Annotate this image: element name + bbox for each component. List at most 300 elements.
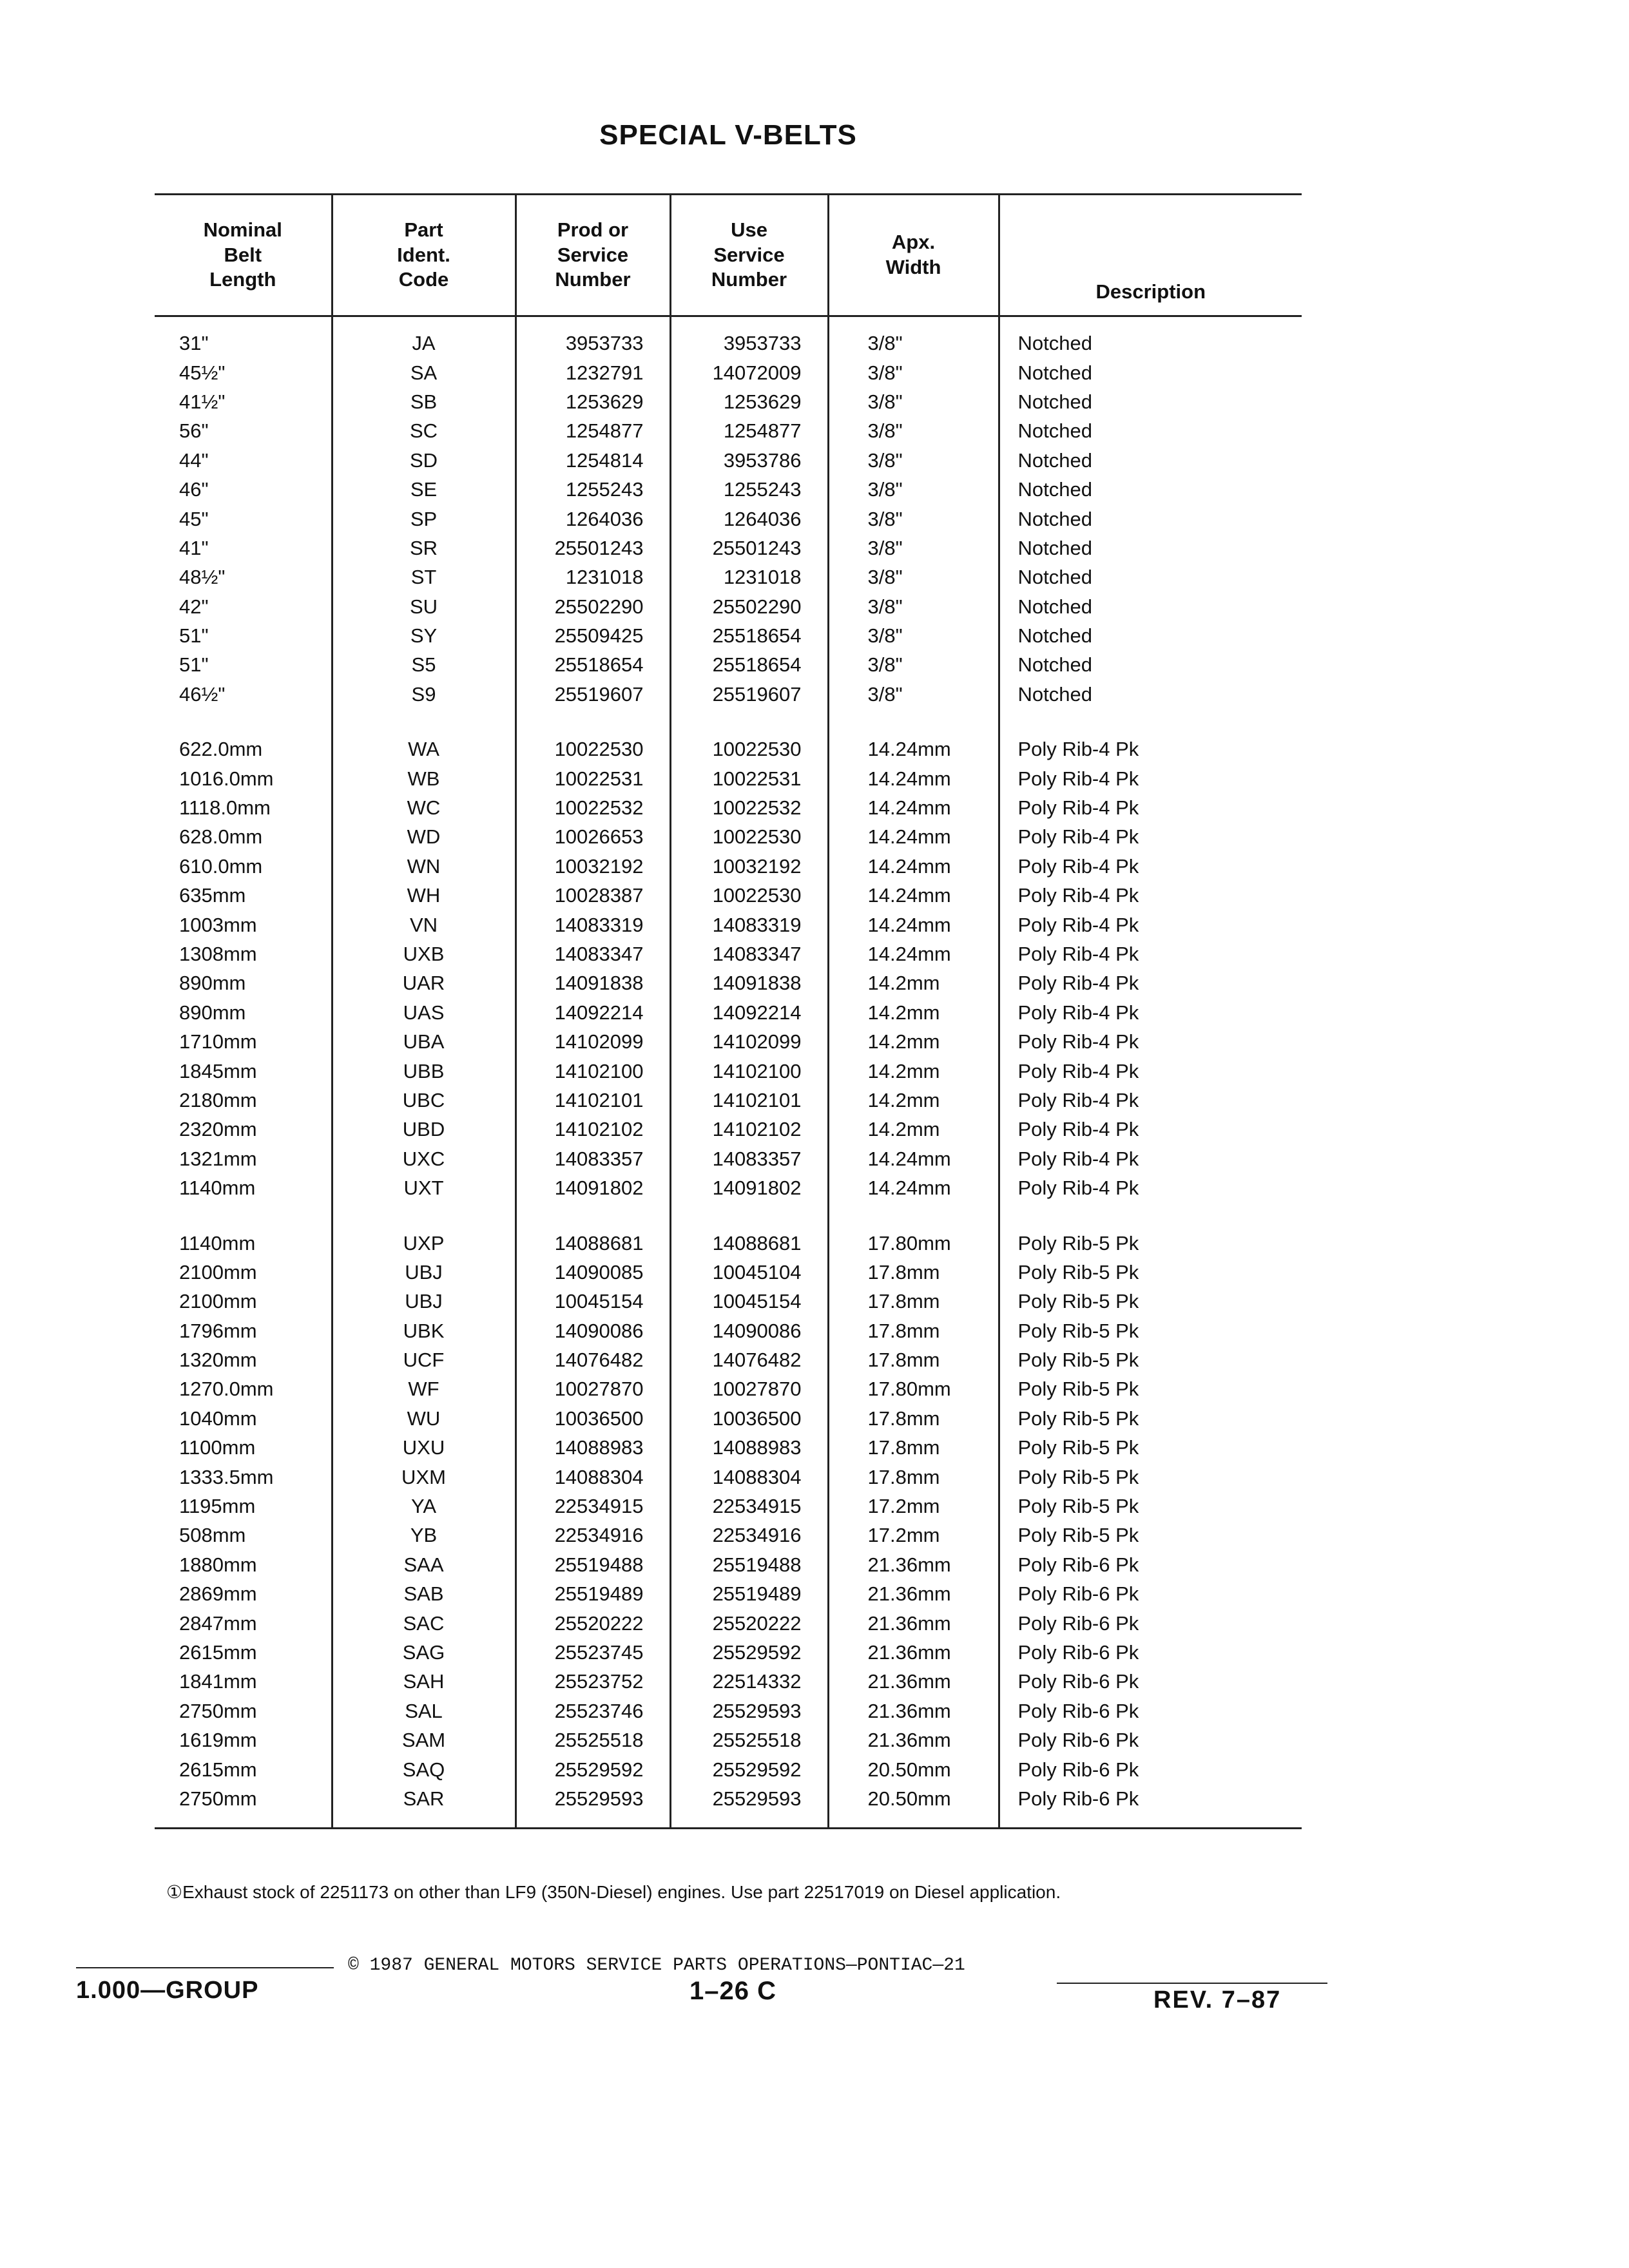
header-line: Nominal	[203, 218, 282, 241]
service-number-cell: 1254877	[670, 416, 828, 445]
table-row	[155, 1173, 1302, 1202]
table-row	[155, 1316, 1302, 1345]
service-number-cell: 25525518	[670, 1725, 828, 1754]
prod-number-cell: 14083319	[516, 910, 670, 939]
header-line: Prod or	[557, 218, 629, 241]
prod-number-cell: 14088983	[516, 1433, 670, 1462]
header-line: Number	[555, 268, 631, 291]
page-number: 1–26 C	[689, 1977, 776, 2005]
prod-number-cell: 10022531	[516, 764, 670, 793]
belt-length-cell: 41½"	[179, 390, 226, 413]
prod-number-cell: 10036500	[516, 1404, 670, 1433]
width-cell: 17.8mm	[828, 1345, 999, 1374]
table-row	[155, 316, 1302, 358]
prod-number-cell: 14102102	[516, 1115, 670, 1144]
description-cell: Poly Rib-5 Pk	[999, 1287, 1302, 1316]
description-cell: Poly Rib-5 Pk	[999, 1316, 1302, 1345]
description-cell: Poly Rib-6 Pk	[999, 1579, 1302, 1608]
description-cell: Notched	[999, 680, 1302, 709]
footer-rule-right	[1057, 1983, 1327, 1984]
prod-number-cell: 25529593	[516, 1784, 670, 1829]
description-cell: Poly Rib-5 Pk	[999, 1521, 1302, 1550]
width-cell: 14.2mm	[828, 998, 999, 1027]
part-code-cell: UBJ	[332, 1258, 516, 1287]
footer-rule-left	[76, 1967, 334, 1968]
description-cell: Poly Rib-4 Pk	[999, 764, 1302, 793]
belt-length-cell: 31"	[179, 332, 209, 355]
width-cell: 3/8"	[828, 562, 999, 591]
belt-length-cell: 51"	[179, 624, 209, 648]
service-number-cell: 3953786	[670, 446, 828, 475]
description-cell: Poly Rib-6 Pk	[999, 1608, 1302, 1637]
table-row	[155, 852, 1302, 881]
description-cell: Notched	[999, 562, 1302, 591]
table-row	[155, 998, 1302, 1027]
table-row	[155, 939, 1302, 968]
service-number-cell: 14088304	[670, 1462, 828, 1491]
header-line: Service	[557, 243, 629, 266]
service-number-cell: 1264036	[670, 504, 828, 533]
part-code-cell: SAM	[332, 1725, 516, 1754]
belt-length-cell: 1140mm	[179, 1177, 256, 1200]
part-code-cell: SAH	[332, 1667, 516, 1696]
width-cell: 14.24mm	[828, 881, 999, 910]
prod-number-cell: 25519489	[516, 1579, 670, 1608]
width-cell: 17.2mm	[828, 1492, 999, 1521]
belt-length-cell: 2847mm	[179, 1611, 257, 1635]
table-row	[155, 358, 1302, 387]
footnote: ①Exhaust stock of 2251173 on other than LF9 (350N-Diesel) engines. Use part 22517019 on Diesel application.	[166, 1882, 1061, 1902]
header-line: Belt	[224, 243, 262, 266]
belt-length-cell: 2615mm	[179, 1758, 257, 1781]
belt-length-cell: 2615mm	[179, 1640, 257, 1664]
part-code-cell: UXM	[332, 1462, 516, 1491]
description-cell: Poly Rib-4 Pk	[999, 998, 1302, 1027]
width-cell: 14.24mm	[828, 852, 999, 881]
prod-number-cell: 3953733	[516, 316, 670, 358]
table-row	[155, 1433, 1302, 1462]
table-row	[155, 1725, 1302, 1754]
prod-number-cell: 10028387	[516, 881, 670, 910]
part-code-cell: SR	[332, 533, 516, 562]
v-belt-table	[155, 193, 1302, 1829]
description-cell: Poly Rib-4 Pk	[999, 939, 1302, 968]
prod-number-cell: 25523745	[516, 1638, 670, 1667]
header-line: Part	[404, 218, 443, 241]
table-body	[155, 316, 1302, 1829]
table-row	[155, 1492, 1302, 1521]
width-cell: 21.36mm	[828, 1696, 999, 1725]
prod-number-cell: 1254814	[516, 446, 670, 475]
header-part-ident-code	[332, 195, 516, 316]
belt-length-cell: 1619mm	[179, 1729, 257, 1752]
part-code-cell: WD	[332, 822, 516, 851]
table-row	[155, 822, 1302, 851]
table-row	[155, 416, 1302, 445]
prod-number-cell: 25519607	[516, 680, 670, 709]
part-code-cell: UBK	[332, 1316, 516, 1345]
part-code-cell: WC	[332, 793, 516, 822]
prod-number-cell: 25523746	[516, 1696, 670, 1725]
header-line: Length	[209, 268, 276, 291]
part-code-cell: UXU	[332, 1433, 516, 1462]
prod-number-cell: 1264036	[516, 504, 670, 533]
description-cell: Notched	[999, 446, 1302, 475]
service-number-cell: 14088983	[670, 1433, 828, 1462]
table-row	[155, 680, 1302, 709]
header-line: Number	[711, 268, 787, 291]
width-cell: 14.24mm	[828, 1144, 999, 1173]
description-cell: Poly Rib-6 Pk	[999, 1754, 1302, 1783]
belt-length-cell: 42"	[179, 595, 209, 618]
width-cell: 3/8"	[828, 680, 999, 709]
prod-number-cell: 14092214	[516, 998, 670, 1027]
table-row	[155, 1086, 1302, 1115]
part-code-cell: SD	[332, 446, 516, 475]
prod-number-cell: 14091802	[516, 1173, 670, 1202]
part-code-cell: SC	[332, 416, 516, 445]
width-cell: 21.36mm	[828, 1667, 999, 1696]
description-cell: Notched	[999, 650, 1302, 679]
service-number-cell: 14088681	[670, 1202, 828, 1257]
prod-number-cell: 22534916	[516, 1521, 670, 1550]
part-code-cell: WB	[332, 764, 516, 793]
description-cell: Notched	[999, 416, 1302, 445]
belt-length-cell: 46½"	[179, 682, 226, 706]
part-code-cell: JA	[332, 316, 516, 358]
table-row	[155, 1345, 1302, 1374]
description-cell: Poly Rib-4 Pk	[999, 1056, 1302, 1085]
table-row	[155, 1521, 1302, 1550]
belt-length-cell: 508mm	[179, 1524, 246, 1547]
width-cell: 20.50mm	[828, 1784, 999, 1829]
belt-length-cell: 2869mm	[179, 1582, 257, 1606]
width-cell: 17.8mm	[828, 1404, 999, 1433]
description-cell: Poly Rib-4 Pk	[999, 1027, 1302, 1056]
description-cell: Poly Rib-6 Pk	[999, 1696, 1302, 1725]
group-label: 1.000—GROUP	[76, 1977, 259, 2004]
description-cell: Poly Rib-4 Pk	[999, 881, 1302, 910]
header-description	[999, 195, 1302, 316]
service-number-cell: 25518654	[670, 621, 828, 650]
part-code-cell: SAG	[332, 1638, 516, 1667]
header-line: Width	[885, 256, 941, 278]
service-number-cell: 25529593	[670, 1784, 828, 1829]
description-cell: Poly Rib-4 Pk	[999, 1115, 1302, 1144]
part-code-cell: WF	[332, 1374, 516, 1403]
width-cell: 14.24mm	[828, 822, 999, 851]
part-code-cell: SAC	[332, 1608, 516, 1637]
description-cell: Poly Rib-4 Pk	[999, 793, 1302, 822]
prod-number-cell: 25501243	[516, 533, 670, 562]
description-cell: Poly Rib-6 Pk	[999, 1638, 1302, 1667]
width-cell: 3/8"	[828, 316, 999, 358]
prod-number-cell: 25525518	[516, 1725, 670, 1754]
part-code-cell: SA	[332, 358, 516, 387]
service-number-cell: 10045104	[670, 1258, 828, 1287]
table-row	[155, 1374, 1302, 1403]
table-row	[155, 1638, 1302, 1667]
service-number-cell: 14091802	[670, 1173, 828, 1202]
description-cell: Poly Rib-4 Pk	[999, 910, 1302, 939]
prod-number-cell: 1231018	[516, 562, 670, 591]
belt-length-cell: 890mm	[179, 1001, 246, 1024]
table-row	[155, 504, 1302, 533]
belt-length-cell: 2750mm	[155, 1784, 332, 1829]
table-row	[155, 1115, 1302, 1144]
description-cell: Poly Rib-6 Pk	[999, 1725, 1302, 1754]
part-code-cell: WU	[332, 1404, 516, 1433]
part-code-cell: UXC	[332, 1144, 516, 1173]
belt-length-cell: 1308mm	[179, 943, 257, 965]
prod-number-cell: 25502290	[516, 592, 670, 621]
table-row	[155, 968, 1302, 997]
service-number-cell: 14102101	[670, 1086, 828, 1115]
table-row	[155, 1404, 1302, 1433]
prod-number-cell: 14088681	[516, 1202, 670, 1257]
prod-number-cell: 14102101	[516, 1086, 670, 1115]
width-cell: 3/8"	[828, 533, 999, 562]
part-code-cell: SU	[332, 592, 516, 621]
service-number-cell: 10032192	[670, 852, 828, 881]
prod-number-cell: 25509425	[516, 621, 670, 650]
part-code-cell: S9	[332, 680, 516, 709]
description-cell: Poly Rib-4 Pk	[999, 822, 1302, 851]
description-cell: Poly Rib-5 Pk	[999, 1404, 1302, 1433]
description-cell: Poly Rib-4 Pk	[999, 709, 1302, 764]
header-line: Ident.	[397, 243, 450, 266]
service-number-cell: 14102100	[670, 1056, 828, 1085]
belt-length-cell: 1118.0mm	[179, 796, 271, 820]
prod-number-cell: 25523752	[516, 1667, 670, 1696]
part-code-cell: YB	[332, 1521, 516, 1550]
service-number-cell: 14083357	[670, 1144, 828, 1173]
part-code-cell: UBA	[332, 1027, 516, 1056]
belt-length-cell: 1100mm	[179, 1436, 256, 1459]
table-row	[155, 446, 1302, 475]
description-cell: Poly Rib-5 Pk	[999, 1258, 1302, 1287]
page-title: SPECIAL V-BELTS	[599, 119, 857, 151]
description-cell: Notched	[999, 316, 1302, 358]
belt-length-cell: 635mm	[179, 884, 246, 907]
belt-length-cell: 1845mm	[179, 1059, 257, 1082]
service-number-cell: 25529592	[670, 1754, 828, 1783]
belt-length-cell: 1320mm	[179, 1349, 257, 1372]
table-row	[155, 1144, 1302, 1173]
part-code-cell: UCF	[332, 1345, 516, 1374]
part-code-cell: VN	[332, 910, 516, 939]
width-cell: 14.24mm	[828, 1173, 999, 1202]
width-cell: 3/8"	[828, 475, 999, 504]
service-number-cell: 25529592	[670, 1638, 828, 1667]
prod-number-cell: 10022532	[516, 793, 670, 822]
width-cell: 21.36mm	[828, 1638, 999, 1667]
description-cell: Poly Rib-5 Pk	[999, 1462, 1302, 1491]
prod-number-cell: 1254877	[516, 416, 670, 445]
table-row	[155, 1550, 1302, 1579]
service-number-cell: 14092214	[670, 998, 828, 1027]
table-row	[155, 1608, 1302, 1637]
part-code-cell: YA	[332, 1492, 516, 1521]
description-cell: Notched	[999, 621, 1302, 650]
part-code-cell: SY	[332, 621, 516, 650]
service-number-cell: 22514332	[670, 1667, 828, 1696]
belt-length-cell: 44"	[179, 448, 209, 472]
description-cell: Notched	[999, 592, 1302, 621]
width-cell: 14.2mm	[828, 1086, 999, 1115]
part-code-cell: UXB	[332, 939, 516, 968]
part-code-cell: WN	[332, 852, 516, 881]
belt-length-cell: 51"	[179, 653, 209, 677]
width-cell: 14.24mm	[828, 764, 999, 793]
belt-length-cell: 45"	[179, 507, 209, 530]
table-row	[155, 910, 1302, 939]
belt-length-cell: 2320mm	[179, 1118, 257, 1141]
prod-number-cell: 1255243	[516, 475, 670, 504]
width-cell: 21.36mm	[828, 1725, 999, 1754]
table-row	[155, 1287, 1302, 1316]
description-cell: Poly Rib-5 Pk	[999, 1202, 1302, 1257]
description-cell: Poly Rib-6 Pk	[999, 1550, 1302, 1579]
width-cell: 14.24mm	[828, 910, 999, 939]
width-cell: 14.2mm	[828, 1115, 999, 1144]
belt-length-cell: 1195mm	[179, 1495, 256, 1518]
part-code-cell: UXP	[332, 1202, 516, 1257]
prod-number-cell: 14083347	[516, 939, 670, 968]
service-number-cell: 14090086	[670, 1316, 828, 1345]
prod-number-cell: 25529592	[516, 1754, 670, 1783]
prod-number-cell: 14090086	[516, 1316, 670, 1345]
part-code-cell: SAQ	[332, 1754, 516, 1783]
service-number-cell: 10036500	[670, 1404, 828, 1433]
width-cell: 14.24mm	[828, 939, 999, 968]
table-row	[155, 709, 1302, 764]
description-cell: Poly Rib-5 Pk	[999, 1374, 1302, 1403]
header-line: Use	[731, 218, 767, 241]
copyright-notice: © 1987 GENERAL MOTORS SERVICE PARTS OPERATIONS—PONTIAC—21	[348, 1956, 965, 1975]
part-code-cell: UBB	[332, 1056, 516, 1085]
belt-length-cell: 2100mm	[179, 1290, 257, 1313]
service-number-cell: 1253629	[670, 387, 828, 416]
v-belt-table-container	[155, 193, 1302, 1829]
prod-number-cell: 14102099	[516, 1027, 670, 1056]
service-number-cell: 10027870	[670, 1374, 828, 1403]
belt-length-cell: 2750mm	[179, 1699, 257, 1722]
belt-length-cell: 2180mm	[179, 1088, 257, 1111]
width-cell: 17.8mm	[828, 1433, 999, 1462]
description-cell: Notched	[999, 533, 1302, 562]
part-code-cell: SAL	[332, 1696, 516, 1725]
service-number-cell: 14072009	[670, 358, 828, 387]
width-cell: 3/8"	[828, 650, 999, 679]
service-number-cell: 10022530	[670, 822, 828, 851]
belt-length-cell: 48½"	[179, 566, 226, 589]
service-number-cell: 10022530	[670, 881, 828, 910]
width-cell: 17.2mm	[828, 1521, 999, 1550]
belt-length-cell: 41"	[179, 536, 209, 559]
part-code-cell: WH	[332, 881, 516, 910]
service-number-cell: 25519489	[670, 1579, 828, 1608]
description-cell: Poly Rib-5 Pk	[999, 1492, 1302, 1521]
width-cell: 3/8"	[828, 621, 999, 650]
table-row	[155, 592, 1302, 621]
belt-length-cell: 610.0mm	[179, 854, 263, 878]
width-cell: 14.24mm	[828, 793, 999, 822]
part-code-cell: WA	[332, 709, 516, 764]
width-cell: 17.80mm	[828, 1374, 999, 1403]
table-row	[155, 1202, 1302, 1257]
width-cell: 3/8"	[828, 416, 999, 445]
belt-length-cell: 1333.5mm	[179, 1465, 274, 1488]
service-number-cell: 22534915	[670, 1492, 828, 1521]
part-code-cell: SAR	[332, 1784, 516, 1829]
belt-length-cell: 1003mm	[179, 913, 257, 936]
table-row	[155, 650, 1302, 679]
prod-number-cell: 10045154	[516, 1287, 670, 1316]
description-cell: Poly Rib-5 Pk	[999, 1433, 1302, 1462]
service-number-cell: 25519607	[670, 680, 828, 709]
header-line: Apx.	[891, 231, 936, 254]
prod-number-cell: 10032192	[516, 852, 670, 881]
belt-length-cell: 1140mm	[179, 1231, 256, 1254]
part-code-cell: UXT	[332, 1173, 516, 1202]
part-code-cell: UAS	[332, 998, 516, 1027]
prod-number-cell: 1253629	[516, 387, 670, 416]
belt-length-cell: 628.0mm	[179, 825, 263, 849]
header-use-service-number	[670, 195, 828, 316]
table-row	[155, 1579, 1302, 1608]
width-cell: 14.2mm	[828, 968, 999, 997]
part-code-cell: UBJ	[332, 1287, 516, 1316]
width-cell: 3/8"	[828, 446, 999, 475]
prod-number-cell: 14091838	[516, 968, 670, 997]
header-prod-or-service-number	[516, 195, 670, 316]
table-header-row	[155, 195, 1302, 316]
service-number-cell: 14102102	[670, 1115, 828, 1144]
header-line: Code	[398, 268, 449, 291]
belt-length-cell: 1270.0mm	[179, 1378, 274, 1401]
prod-number-cell: 14088304	[516, 1462, 670, 1491]
table-row	[155, 1784, 1302, 1829]
description-cell: Poly Rib-4 Pk	[999, 1086, 1302, 1115]
belt-length-cell: 1040mm	[179, 1407, 257, 1430]
service-number-cell: 14083347	[670, 939, 828, 968]
service-number-cell: 14076482	[670, 1345, 828, 1374]
table-row	[155, 621, 1302, 650]
belt-length-cell: 1016.0mm	[179, 767, 274, 790]
prod-number-cell: 1232791	[516, 358, 670, 387]
belt-length-cell: 622.0mm	[179, 738, 263, 761]
service-number-cell: 25501243	[670, 533, 828, 562]
prod-number-cell: 25519488	[516, 1550, 670, 1579]
width-cell: 3/8"	[828, 358, 999, 387]
part-code-cell: SP	[332, 504, 516, 533]
description-cell: Notched	[999, 475, 1302, 504]
table-row	[155, 387, 1302, 416]
prod-number-cell: 10027870	[516, 1374, 670, 1403]
width-cell: 17.8mm	[828, 1287, 999, 1316]
belt-length-cell: 1796mm	[179, 1319, 257, 1342]
service-number-cell: 25520222	[670, 1608, 828, 1637]
revision-label: REV. 7–87	[1153, 1986, 1282, 2013]
service-number-cell: 1255243	[670, 475, 828, 504]
width-cell: 20.50mm	[828, 1754, 999, 1783]
width-cell: 17.8mm	[828, 1258, 999, 1287]
width-cell: 3/8"	[828, 592, 999, 621]
belt-length-cell: 46"	[179, 478, 209, 501]
width-cell: 17.8mm	[828, 1462, 999, 1491]
prod-number-cell: 14076482	[516, 1345, 670, 1374]
